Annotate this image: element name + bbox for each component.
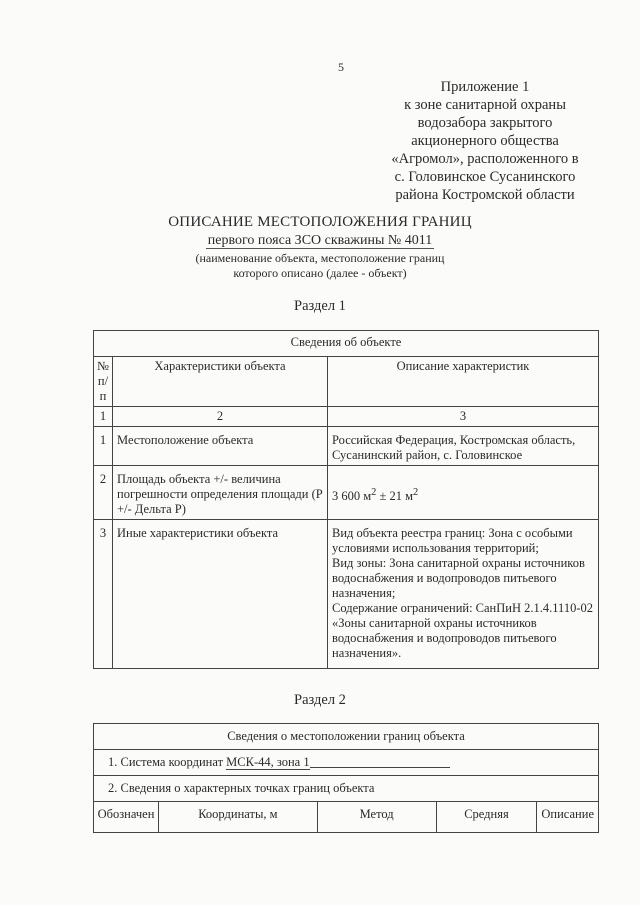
underline-rule — [310, 767, 450, 768]
column-header: Метод — [317, 802, 436, 833]
document-subtitle — [0, 233, 640, 249]
description-line: Вид объекта реестра границ: Зона с особыми условиями использования территорий; — [332, 526, 573, 555]
index-cell: 3 — [328, 407, 599, 427]
appendix-line: к зоне санитарной охраны — [404, 97, 566, 113]
table-row — [94, 427, 599, 466]
coord-system-row — [94, 750, 599, 776]
row-description: Российская Федерация, Костромская область, Сусанинский район, с. Головинское — [328, 427, 599, 466]
section1-heading: Раздел 1 — [294, 298, 346, 314]
table-caption: Сведения о местоположении границ объекта — [94, 724, 599, 750]
coord-system-label: 1. Система координат — [108, 755, 227, 769]
header-description: Описание характеристик — [328, 357, 599, 407]
table-row — [94, 466, 599, 520]
note-line: (наименование объекта, местоположение границ — [195, 251, 445, 265]
row-characteristic: Площадь объекта +/- величина погрешности определения площади (Р +/- Дельта Р) — [113, 466, 328, 520]
row-num: 1 — [94, 427, 113, 466]
header-characteristic: Характеристики объекта — [113, 357, 328, 407]
appendix-line: района Костромской области — [395, 187, 575, 203]
appendix-line: акционерного общества — [411, 133, 559, 149]
column-header: Координаты, м — [158, 802, 317, 833]
row-characteristic: Местоположение объекта — [113, 427, 328, 466]
index-cell: 2 — [113, 407, 328, 427]
appendix-line: водозабора закрытого — [417, 115, 553, 131]
appendix-line: с. Головинское Сусанинского — [394, 169, 576, 185]
index-cell: 1 — [94, 407, 113, 427]
boundary-table — [93, 723, 599, 833]
row-area-value — [328, 466, 599, 520]
subtitle-text: первого пояса ЗСО скважины № 4011 — [207, 233, 433, 248]
coord-system-value: МСК-44, зона 1 — [226, 755, 310, 769]
area-sup: 2 — [371, 486, 377, 498]
row-description — [328, 520, 599, 669]
page-number: 5 — [338, 60, 344, 74]
row-num: 2 — [94, 466, 113, 520]
description-line: Содержание ограничений: СанПиН 2.1.4.1110-02 «Зоны санитарной охраны источников водоснабжения и водопроводов питьевого назначения». — [332, 601, 593, 660]
header-num: № п/п — [94, 357, 113, 407]
area-sup: 2 — [413, 486, 419, 498]
section2-heading: Раздел 2 — [294, 692, 346, 708]
appendix-line: Приложение 1 — [440, 79, 530, 95]
column-header: Обозначен — [94, 802, 159, 833]
document-note — [0, 251, 640, 281]
table-row — [94, 520, 599, 669]
document-title: ОПИСАНИЕ МЕСТОПОЛОЖЕНИЯ ГРАНИЦ — [168, 214, 472, 230]
area-plusminus: ± 21 м — [376, 489, 414, 504]
column-header: Средняя — [436, 802, 537, 833]
row-characteristic: Иные характеристики объекта — [113, 520, 328, 669]
column-header: Описание — [537, 802, 599, 833]
note-line: которого описано (далее - объект) — [233, 266, 407, 280]
description-line: Вид зоны: Зона санитарной охраны источников водоснабжения и водопроводов питьевого назначения; — [332, 556, 585, 600]
row-num: 3 — [94, 520, 113, 669]
table-caption: Сведения об объекте — [94, 331, 599, 357]
points-caption: 2. Сведения о характерных точках границ объекта — [94, 776, 599, 802]
object-info-table — [93, 330, 599, 669]
appendix-block — [370, 78, 600, 204]
appendix-line: «Агромол», расположенного в — [391, 151, 579, 167]
area-number: 3 600 м — [332, 489, 372, 504]
